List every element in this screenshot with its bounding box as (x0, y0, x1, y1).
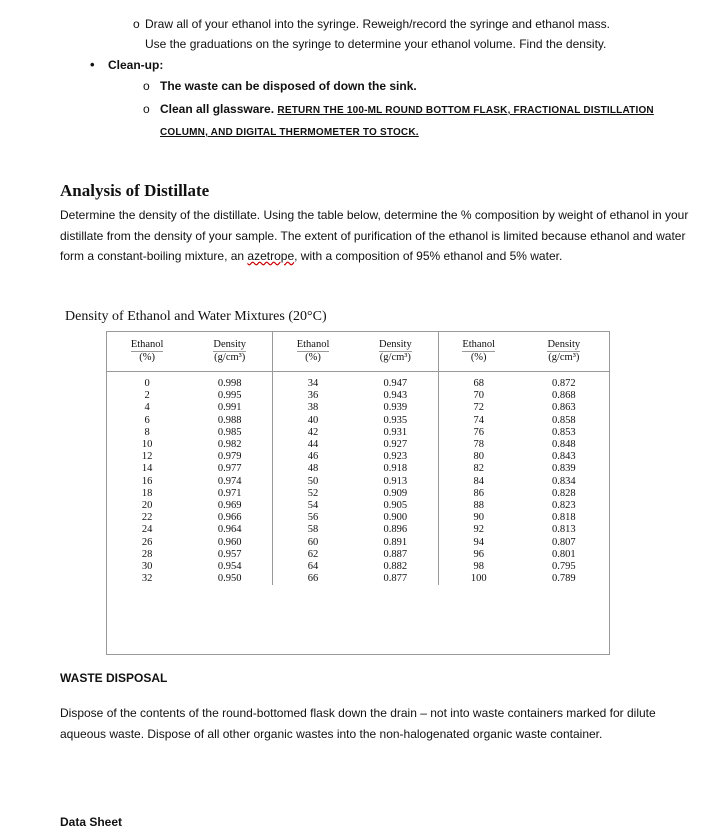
density-cell: 0.807 (551, 536, 576, 548)
density-cell: 0.988 (217, 414, 242, 426)
density-cell: 0.966 (217, 512, 242, 524)
density-cell: 0.954 (217, 561, 242, 573)
density-cell: 0.974 (217, 475, 242, 487)
ethanol-percent-cell: 100 (438, 573, 518, 585)
density-cell: 0.957 (217, 548, 242, 560)
table-row (107, 500, 609, 512)
density-cell: 0.843 (551, 451, 576, 463)
table-row (107, 573, 609, 585)
density-cell: 0.853 (551, 426, 576, 438)
open-circle-bullet-icon: o (133, 17, 140, 31)
ethanol-percent-cell: 42 (273, 427, 353, 439)
table-row (107, 561, 609, 573)
ethanol-percent-cell: 76 (438, 427, 518, 439)
ethanol-percent-cell: 18 (141, 487, 153, 499)
ethanol-percent-cell: 28 (141, 548, 153, 560)
ethanol-percent-cell: 8 (144, 426, 150, 438)
analysis-paragraph (60, 205, 690, 267)
density-cell: 0.818 (551, 512, 576, 524)
ethanol-percent-cell: 30 (141, 561, 153, 573)
density-cell: 0.882 (383, 561, 408, 573)
density-cell: 0.891 (383, 536, 408, 548)
filled-bullet-icon: • (90, 57, 95, 72)
table-header-row (107, 332, 609, 372)
ethanol-percent-cell: 70 (438, 390, 518, 402)
cleanup-item-glassware-caps: RETURN THE 100-ML ROUND BOTTOM FLASK, FRACTIONAL DISTILLATION (277, 105, 654, 116)
procedure-step-line2: Use the graduations on the syringe to determine your ethanol volume. Find the density. (145, 37, 607, 51)
ethanol-percent-cell: 16 (141, 475, 153, 487)
density-cell: 0.998 (217, 378, 242, 389)
ethanol-percent-cell: 72 (438, 402, 518, 414)
ethanol-percent-cell: 66 (273, 573, 353, 585)
cleanup-item-glassware-prefix: Clean all glassware. (160, 102, 278, 116)
density-cell: 0.868 (551, 390, 576, 402)
table-row (107, 439, 609, 451)
cleanup-item-waste-text: The waste can be disposed of down the sink. (160, 79, 417, 93)
density-cell: 0.923 (383, 451, 408, 463)
header-density-3: Density (g/cm³) (547, 339, 581, 363)
header-ethanol-3: Ethanol (%) (438, 332, 518, 372)
procedure-step (133, 14, 705, 54)
ethanol-percent-cell: 84 (438, 476, 518, 488)
density-cell: 0.839 (551, 463, 576, 475)
table-row (107, 451, 609, 463)
density-table (106, 331, 610, 655)
density-cell: 0.877 (383, 573, 408, 585)
ethanol-percent-cell: 64 (273, 561, 353, 573)
cleanup-item-waste (143, 79, 417, 93)
ethanol-percent-cell: 0 (144, 378, 150, 389)
ethanol-percent-cell: 48 (273, 463, 353, 475)
table-row (107, 390, 609, 402)
waste-heading: WASTE DISPOSAL (60, 671, 168, 685)
ethanol-percent-cell: 14 (141, 463, 153, 475)
procedure-step-line1: Draw all of your ethanol into the syringe. Reweigh/record the syringe and ethanol mass. (145, 17, 610, 31)
ethanol-percent-cell: 32 (141, 573, 153, 585)
density-cell: 0.964 (217, 524, 242, 536)
cleanup-label-text: Clean-up: (108, 58, 164, 72)
ethanol-percent-cell: 88 (438, 500, 518, 512)
ethanol-percent-cell: 6 (144, 414, 150, 426)
ethanol-percent-cell: 98 (438, 561, 518, 573)
cleanup-item-glassware-caps-line2: COLUMN, AND DIGITAL THERMOMETER TO STOCK. (160, 127, 419, 138)
azeotrope-word: azetrope (247, 249, 295, 263)
ethanol-percent-cell: 24 (141, 524, 153, 536)
ethanol-percent-cell: 54 (273, 500, 353, 512)
ethanol-percent-cell: 58 (273, 524, 353, 536)
ethanol-percent-cell: 10 (141, 439, 153, 451)
waste-paragraph: Dispose of the contents of the round-bottomed flask down the drain – not into waste containers marked for dilute aqueous waste. Dispose of all other organic wastes into the non-halogenated organic waste container. (60, 706, 656, 741)
density-cell: 0.979 (217, 451, 242, 463)
header-density-2: Density (g/cm³) (379, 339, 412, 363)
ethanol-percent-cell: 96 (438, 549, 518, 561)
density-cell: 0.801 (551, 548, 576, 560)
density-cell: 0.900 (383, 512, 408, 524)
density-cell: 0.939 (383, 402, 408, 414)
analysis-heading: Analysis of Distillate (60, 181, 210, 200)
density-cell: 0.960 (217, 536, 242, 548)
ethanol-percent-cell: 44 (273, 439, 353, 451)
table-row (107, 476, 609, 488)
density-cell: 0.927 (383, 439, 408, 451)
density-cell: 0.872 (551, 378, 576, 389)
ethanol-percent-cell: 36 (273, 390, 353, 402)
table-row (107, 537, 609, 549)
cleanup-item-glassware (143, 99, 700, 143)
ethanol-percent-cell: 40 (273, 415, 353, 427)
header-ethanol-2: Ethanol (%) (273, 332, 353, 372)
density-cell: 0.950 (217, 573, 242, 585)
table-row (107, 524, 609, 536)
open-circle-bullet-icon: o (143, 102, 150, 116)
density-cell: 0.985 (217, 426, 242, 438)
analysis-paragraph-start: Determine the density of the distillate. Using the table below, determine the % composition by weight of ethanol in your distillate from the density of your sample. The extent of purification of the ethanol is limited because ethanol and water form a constant-boiling mixture, an (60, 208, 689, 263)
ethanol-percent-cell: 62 (273, 549, 353, 561)
ethanol-percent-cell: 22 (141, 512, 153, 524)
density-cell: 0.834 (551, 475, 576, 487)
density-cell: 0.991 (217, 402, 242, 414)
table-row (107, 512, 609, 524)
table-row (107, 415, 609, 427)
ethanol-percent-cell: 78 (438, 439, 518, 451)
density-cell: 0.858 (551, 414, 576, 426)
table-row (107, 372, 609, 391)
table-row (107, 549, 609, 561)
data-sheet-heading: Data Sheet (60, 815, 123, 829)
density-cell: 0.969 (217, 500, 242, 512)
ethanol-percent-cell: 38 (273, 402, 353, 414)
ethanol-percent-cell: 2 (144, 390, 150, 402)
ethanol-percent-cell: 74 (438, 415, 518, 427)
density-cell: 0.813 (551, 524, 576, 536)
density-cell: 0.931 (383, 426, 408, 438)
density-cell: 0.905 (383, 500, 408, 512)
density-cell: 0.863 (551, 402, 576, 414)
ethanol-percent-cell: 56 (273, 512, 353, 524)
density-cell: 0.828 (551, 487, 576, 499)
ethanol-percent-cell: 46 (273, 451, 353, 463)
density-cell: 0.935 (383, 414, 408, 426)
ethanol-percent-cell: 80 (438, 451, 518, 463)
ethanol-percent-cell: 52 (273, 488, 353, 500)
density-cell: 0.848 (551, 439, 576, 451)
density-cell: 0.947 (383, 378, 408, 389)
header-ethanol-1: Ethanol (%) (130, 339, 164, 363)
ethanol-percent-cell: 94 (438, 537, 518, 549)
ethanol-percent-cell: 20 (141, 500, 153, 512)
density-cell: 0.823 (551, 500, 576, 512)
table-row (107, 402, 609, 414)
ethanol-percent-cell: 4 (144, 402, 150, 414)
open-circle-bullet-icon: o (143, 79, 150, 93)
ethanol-percent-cell: 12 (141, 451, 153, 463)
ethanol-percent-cell: 82 (438, 463, 518, 475)
density-cell: 0.913 (383, 475, 408, 487)
analysis-paragraph-end: , with a composition of 95% ethanol and 5% water. (294, 249, 563, 263)
ethanol-percent-cell: 60 (273, 537, 353, 549)
density-cell: 0.918 (383, 463, 408, 475)
density-cell: 0.977 (217, 463, 242, 475)
table-row (107, 488, 609, 500)
ethanol-percent-cell: 86 (438, 488, 518, 500)
header-density-1: Density (g/cm³) (213, 339, 247, 363)
ethanol-percent-cell: 26 (141, 536, 153, 548)
density-cell: 0.896 (383, 524, 408, 536)
table-row (107, 427, 609, 439)
ethanol-percent-cell: 90 (438, 512, 518, 524)
density-cell: 0.789 (551, 573, 576, 585)
ethanol-percent-cell: 50 (273, 476, 353, 488)
density-cell: 0.909 (383, 487, 408, 499)
ethanol-percent-cell: 92 (438, 524, 518, 536)
cleanup-label (90, 57, 164, 72)
density-cell: 0.995 (217, 390, 242, 402)
table-title: Density of Ethanol and Water Mixtures (20°C) (65, 309, 327, 324)
density-cell: 0.795 (551, 561, 576, 573)
ethanol-percent-cell: 68 (438, 372, 518, 391)
density-cell: 0.943 (383, 390, 408, 402)
table-row (107, 463, 609, 475)
table-body (107, 372, 609, 586)
density-cell: 0.982 (217, 439, 242, 451)
density-cell: 0.887 (383, 548, 408, 560)
ethanol-percent-cell: 34 (273, 372, 353, 391)
density-cell: 0.971 (217, 487, 242, 499)
